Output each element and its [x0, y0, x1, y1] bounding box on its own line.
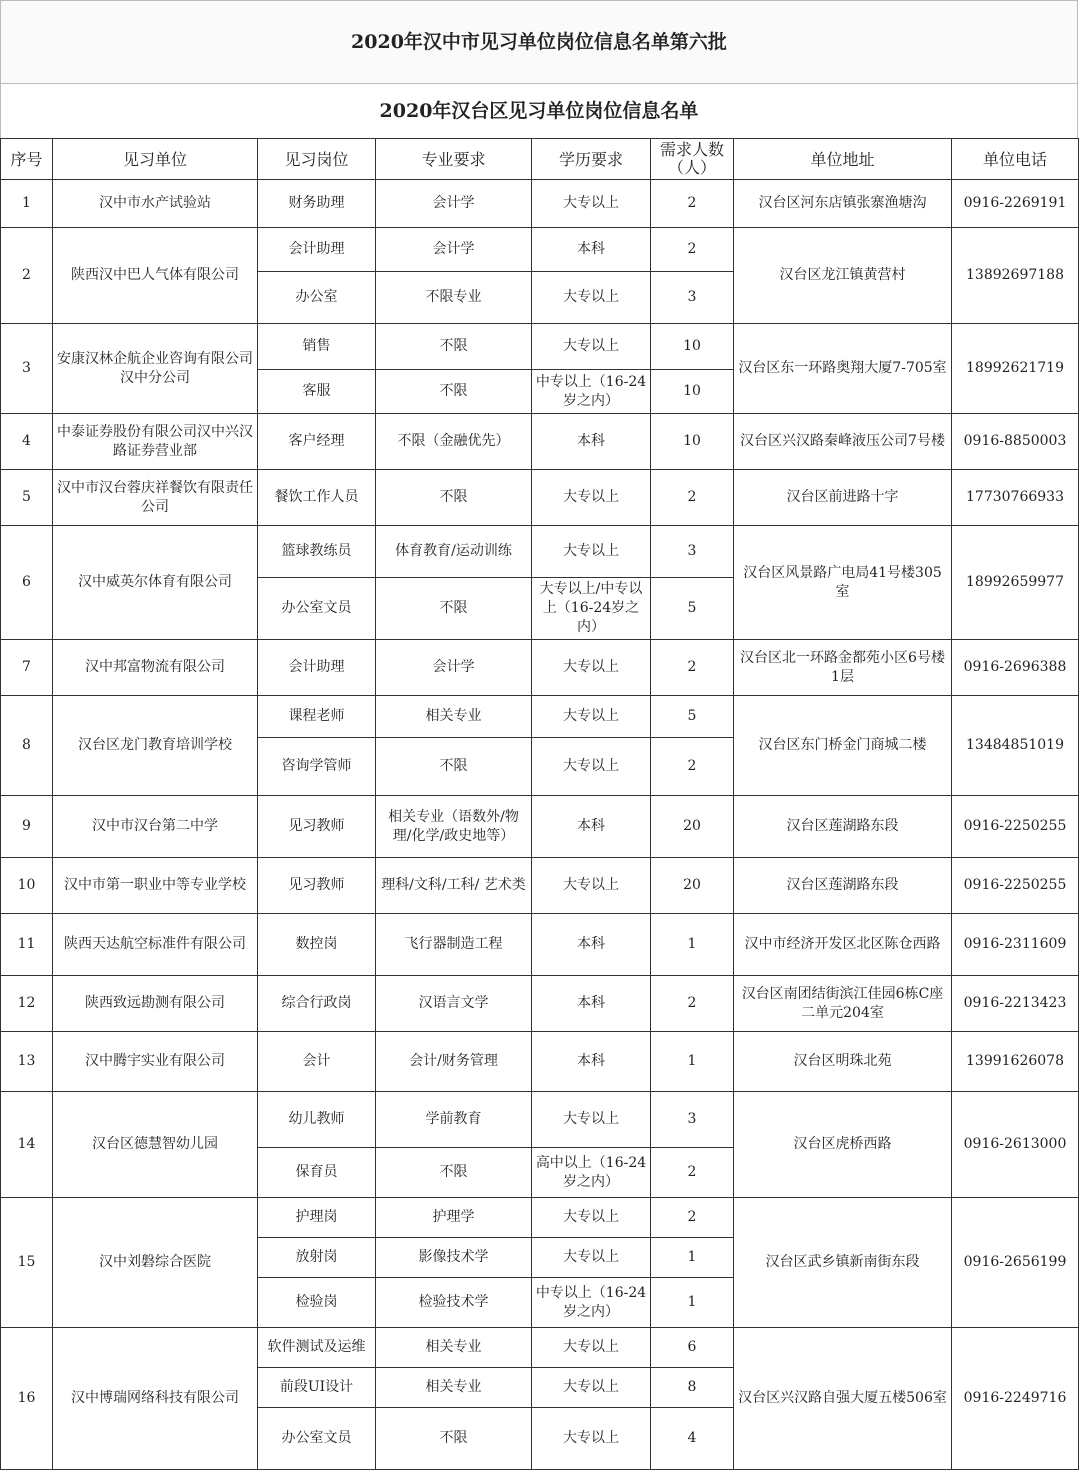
- cell-edu: 本科: [532, 414, 651, 470]
- cell-edu: 大专以上: [532, 180, 651, 228]
- cell-major: 不限: [376, 1408, 532, 1470]
- cell-unit: 汉中威英尔体育有限公司: [53, 526, 258, 640]
- cell-count: 5: [651, 696, 734, 738]
- cell-edu: 大专以上: [532, 526, 651, 578]
- page-title: 2020年汉中市见习单位岗位信息名单第六批: [1, 1, 1077, 84]
- cell-unit: 汉中市水产试验站: [53, 180, 258, 228]
- cell-major: 飞行器制造工程: [376, 914, 532, 976]
- table-row: [1, 470, 1079, 526]
- cell-unit: 汉台区龙门教育培训学校: [53, 696, 258, 796]
- table-row: [1, 414, 1079, 470]
- cell-post: 客服: [258, 370, 376, 414]
- cell-no: 14: [1, 1092, 53, 1198]
- cell-major: 相关专业: [376, 1328, 532, 1368]
- cell-count: 10: [651, 370, 734, 414]
- cell-address: 汉台区明珠北苑: [734, 1032, 952, 1092]
- cell-address: 汉台区莲湖路东段: [734, 796, 952, 858]
- cell-address: 汉中市经济开发区北区陈仓西路: [734, 914, 952, 976]
- cell-major: 相关专业: [376, 1368, 532, 1408]
- cell-edu: 大专以上: [532, 1092, 651, 1148]
- cell-count: 20: [651, 858, 734, 914]
- header-edu: 学历要求: [532, 139, 651, 180]
- cell-post: 餐饮工作人员: [258, 470, 376, 526]
- cell-edu: 本科: [532, 796, 651, 858]
- table-row: [1, 1198, 1079, 1238]
- cell-count: 10: [651, 324, 734, 370]
- cell-phone: 18992621719: [952, 324, 1079, 414]
- table-row: [1, 1328, 1079, 1368]
- cell-major: 护理学: [376, 1198, 532, 1238]
- cell-address: 汉台区兴汉路自强大厦五楼506室: [734, 1328, 952, 1470]
- header-major: 专业要求: [376, 139, 532, 180]
- cell-edu: 大专以上: [532, 858, 651, 914]
- cell-major: 不限: [376, 370, 532, 414]
- cell-address: 汉台区龙江镇黄营村: [734, 228, 952, 324]
- cell-post: 会计: [258, 1032, 376, 1092]
- cell-phone: 0916-2250255: [952, 858, 1079, 914]
- cell-post: 财务助理: [258, 180, 376, 228]
- cell-count: 5: [651, 578, 734, 640]
- cell-no: 16: [1, 1328, 53, 1470]
- cell-post: 幼儿教师: [258, 1092, 376, 1148]
- cell-edu: 大专以上: [532, 1368, 651, 1408]
- cell-phone: 13892697188: [952, 228, 1079, 324]
- header-post: 见习岗位: [258, 139, 376, 180]
- cell-count: 2: [651, 470, 734, 526]
- cell-unit: 中泰证券股份有限公司汉中兴汉路证券营业部: [53, 414, 258, 470]
- cell-major: 会计/财务管理: [376, 1032, 532, 1092]
- cell-post: 综合行政岗: [258, 976, 376, 1032]
- cell-edu: 大专以上: [532, 470, 651, 526]
- table-row: [1, 858, 1079, 914]
- cell-phone: 13991626078: [952, 1032, 1079, 1092]
- cell-major: 不限: [376, 324, 532, 370]
- cell-no: 6: [1, 526, 53, 640]
- cell-major: 相关专业（语数外/物理/化学/政史地等）: [376, 796, 532, 858]
- cell-edu: 大专以上: [532, 1238, 651, 1278]
- cell-address: 汉台区东一环路奥翔大厦7-705室: [734, 324, 952, 414]
- cell-phone: 17730766933: [952, 470, 1079, 526]
- cell-no: 2: [1, 228, 53, 324]
- cell-post: 数控岗: [258, 914, 376, 976]
- cell-address: 汉台区河东店镇张寨渔塘沟: [734, 180, 952, 228]
- cell-address: 汉台区南团结街滨江佳园6栋C座二单元204室: [734, 976, 952, 1032]
- cell-post: 咨询学管师: [258, 738, 376, 796]
- cell-post: 篮球教练员: [258, 526, 376, 578]
- cell-post: 客户经理: [258, 414, 376, 470]
- cell-major: 汉语言文学: [376, 976, 532, 1032]
- cell-count: 2: [651, 1198, 734, 1238]
- cell-no: 8: [1, 696, 53, 796]
- cell-count: 3: [651, 526, 734, 578]
- cell-phone: 0916-2249716: [952, 1328, 1079, 1470]
- title-block: [0, 0, 1078, 138]
- cell-edu: 本科: [532, 914, 651, 976]
- table-header-row: [1, 139, 1079, 180]
- header-unit: 见习单位: [53, 139, 258, 180]
- cell-post: 保育员: [258, 1148, 376, 1198]
- table-row: [1, 914, 1079, 976]
- table-row: [1, 324, 1079, 370]
- cell-address: 汉台区北一环路金都苑小区6号楼1层: [734, 640, 952, 696]
- cell-count: 1: [651, 914, 734, 976]
- cell-major: 不限（金融优先）: [376, 414, 532, 470]
- header-phone: 单位电话: [952, 139, 1079, 180]
- cell-edu: 大专以上: [532, 272, 651, 324]
- cell-edu: 本科: [532, 1032, 651, 1092]
- cell-major: 不限: [376, 1148, 532, 1198]
- cell-edu: 本科: [532, 976, 651, 1032]
- cell-count: 3: [651, 272, 734, 324]
- cell-edu: 中专以上（16-24岁之内）: [532, 370, 651, 414]
- cell-count: 8: [651, 1368, 734, 1408]
- table-row: [1, 228, 1079, 272]
- cell-count: 2: [651, 976, 734, 1032]
- cell-unit: 汉中博瑞网络科技有限公司: [53, 1328, 258, 1470]
- cell-edu: 大专以上: [532, 1328, 651, 1368]
- cell-post: 前段UI设计: [258, 1368, 376, 1408]
- cell-post: 办公室: [258, 272, 376, 324]
- cell-count: 2: [651, 228, 734, 272]
- cell-post: 销售: [258, 324, 376, 370]
- cell-major: 相关专业: [376, 696, 532, 738]
- cell-address: 汉台区武乡镇新南街东段: [734, 1198, 952, 1328]
- cell-phone: 0916-2250255: [952, 796, 1079, 858]
- cell-no: 11: [1, 914, 53, 976]
- header-count: 需求人数（人）: [651, 139, 734, 180]
- cell-unit: 汉中市汉台蓉庆祥餐饮有限责任公司: [53, 470, 258, 526]
- table-row: [1, 640, 1079, 696]
- header-no: 序号: [1, 139, 53, 180]
- cell-major: 不限专业: [376, 272, 532, 324]
- cell-post: 放射岗: [258, 1238, 376, 1278]
- cell-no: 10: [1, 858, 53, 914]
- cell-major: 检验技术学: [376, 1278, 532, 1328]
- page-subtitle: 2020年汉台区见习单位岗位信息名单: [379, 100, 699, 122]
- cell-post: 办公室文员: [258, 1408, 376, 1470]
- cell-phone: 0916-2311609: [952, 914, 1079, 976]
- cell-unit: 汉台区德慧智幼儿园: [53, 1092, 258, 1198]
- header-address: 单位地址: [734, 139, 952, 180]
- table-row: [1, 976, 1079, 1032]
- cell-unit: 汉中市汉台第二中学: [53, 796, 258, 858]
- cell-edu: 高中以上（16-24岁之内）: [532, 1148, 651, 1198]
- cell-count: 4: [651, 1408, 734, 1470]
- cell-unit: 汉中市第一职业中等专业学校: [53, 858, 258, 914]
- cell-address: 汉台区兴汉路秦峰液压公司7号楼: [734, 414, 952, 470]
- cell-post: 软件测试及运维: [258, 1328, 376, 1368]
- cell-post: 会计助理: [258, 228, 376, 272]
- cell-count: 2: [651, 180, 734, 228]
- cell-address: 汉台区前进路十字: [734, 470, 952, 526]
- cell-post: 办公室文员: [258, 578, 376, 640]
- cell-major: 会计学: [376, 228, 532, 272]
- cell-no: 5: [1, 470, 53, 526]
- cell-major: 学前教育: [376, 1092, 532, 1148]
- cell-post: 检验岗: [258, 1278, 376, 1328]
- cell-no: 1: [1, 180, 53, 228]
- cell-edu: 大专以上/中专以上（16-24岁之内）: [532, 578, 651, 640]
- position-table: [0, 138, 1079, 1470]
- cell-unit: 陕西天达航空标准件有限公司: [53, 914, 258, 976]
- table-row: [1, 526, 1079, 578]
- cell-edu: 大专以上: [532, 738, 651, 796]
- cell-post: 见习教师: [258, 796, 376, 858]
- cell-edu: 大专以上: [532, 696, 651, 738]
- cell-post: 护理岗: [258, 1198, 376, 1238]
- cell-post: 课程老师: [258, 696, 376, 738]
- cell-no: 3: [1, 324, 53, 414]
- cell-count: 20: [651, 796, 734, 858]
- cell-count: 2: [651, 1148, 734, 1198]
- cell-phone: 0916-2656199: [952, 1198, 1079, 1328]
- cell-major: 不限: [376, 738, 532, 796]
- cell-edu: 大专以上: [532, 1198, 651, 1238]
- table-row: [1, 1032, 1079, 1092]
- cell-no: 4: [1, 414, 53, 470]
- table-row: [1, 1092, 1079, 1148]
- cell-count: 1: [651, 1032, 734, 1092]
- cell-major: 理科/文科/工科/ 艺术类: [376, 858, 532, 914]
- cell-no: 15: [1, 1198, 53, 1328]
- cell-no: 12: [1, 976, 53, 1032]
- cell-phone: 0916-2269191: [952, 180, 1079, 228]
- cell-unit: 汉中刘磐综合医院: [53, 1198, 258, 1328]
- cell-unit: 汉中腾宇实业有限公司: [53, 1032, 258, 1092]
- table-row: [1, 696, 1079, 738]
- cell-count: 6: [651, 1328, 734, 1368]
- cell-major: 会计学: [376, 640, 532, 696]
- cell-phone: 0916-2213423: [952, 976, 1079, 1032]
- cell-edu: 大专以上: [532, 640, 651, 696]
- cell-major: 不限: [376, 470, 532, 526]
- cell-major: 会计学: [376, 180, 532, 228]
- cell-count: 1: [651, 1278, 734, 1328]
- cell-unit: 汉中邦富物流有限公司: [53, 640, 258, 696]
- cell-count: 2: [651, 640, 734, 696]
- cell-no: 7: [1, 640, 53, 696]
- cell-unit: 陕西致远勘测有限公司: [53, 976, 258, 1032]
- cell-address: 汉台区风景路广电局41号楼305室: [734, 526, 952, 640]
- cell-count: 2: [651, 738, 734, 796]
- cell-major: 体育教育/运动训练: [376, 526, 532, 578]
- cell-unit: 陕西汉中巴人气体有限公司: [53, 228, 258, 324]
- cell-post: 会计助理: [258, 640, 376, 696]
- cell-count: 10: [651, 414, 734, 470]
- cell-address: 汉台区莲湖路东段: [734, 858, 952, 914]
- cell-address: 汉台区虎桥西路: [734, 1092, 952, 1198]
- cell-phone: 13484851019: [952, 696, 1079, 796]
- cell-no: 9: [1, 796, 53, 858]
- cell-phone: 0916-2613000: [952, 1092, 1079, 1198]
- cell-no: 13: [1, 1032, 53, 1092]
- cell-address: 汉台区东门桥金门商城二楼: [734, 696, 952, 796]
- cell-phone: 0916-2696388: [952, 640, 1079, 696]
- cell-edu: 大专以上: [532, 1408, 651, 1470]
- cell-count: 1: [651, 1238, 734, 1278]
- cell-phone: 18992659977: [952, 526, 1079, 640]
- cell-phone: 0916-8850003: [952, 414, 1079, 470]
- cell-unit: 安康汉林企航企业咨询有限公司汉中分公司: [53, 324, 258, 414]
- cell-major: 影像技术学: [376, 1238, 532, 1278]
- table-row: [1, 796, 1079, 858]
- cell-edu: 中专以上（16-24岁之内）: [532, 1278, 651, 1328]
- table-row: [1, 180, 1079, 228]
- cell-edu: 本科: [532, 228, 651, 272]
- cell-edu: 大专以上: [532, 324, 651, 370]
- cell-count: 3: [651, 1092, 734, 1148]
- cell-major: 不限: [376, 578, 532, 640]
- cell-post: 见习教师: [258, 858, 376, 914]
